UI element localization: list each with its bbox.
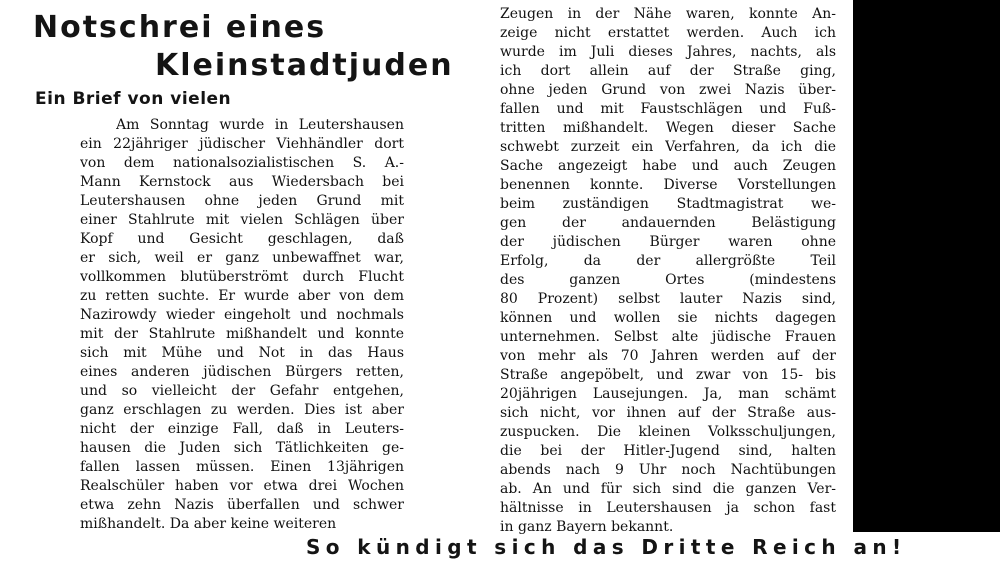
text-line: Kopf und Gesicht geschlagen, daß — [80, 231, 404, 247]
footer-slogan: So kündigt sich das Dritte Reich an! — [306, 535, 907, 559]
text-line: können und wollen sie nichts dagegen — [500, 310, 836, 326]
text-line: beim zuständigen Stadtmagistrat we- — [500, 196, 836, 212]
text-line: mit der Stahlrute mißhandelt und konnte — [80, 326, 404, 342]
text-line: etwa zehn Nazis überfallen und schwer — [80, 497, 404, 513]
text-line: gen der andauernden Belästigung — [500, 215, 836, 231]
text-line: ohne jeden Grund von zwei Nazis über- — [500, 82, 836, 98]
text-line: ganz erschlagen zu werden. Dies ist aber — [80, 402, 404, 418]
text-line: unternehmen. Selbst alte jüdische Frauen — [500, 329, 836, 345]
text-line: hausen die Juden sich Tätlichkeiten ge- — [80, 440, 404, 456]
text-line: Nazirowdy wieder eingeholt und nochmals — [80, 307, 404, 323]
text-line: eines anderen jüdischen Bürgers retten, — [80, 364, 404, 380]
text-line: 20jährigen Lausejungen. Ja, man schämt — [500, 386, 836, 402]
text-line: Mann Kernstock aus Wiedersbach bei — [80, 174, 404, 190]
right-text-column — [500, 5, 836, 537]
text-line: zuspucken. Die kleinen Volksschuljungen, — [500, 424, 836, 440]
text-line: fallen und mit Faustschlägen und Fuß- — [500, 101, 836, 117]
text-line: Zeugen in der Nähe waren, konnte An- — [500, 6, 836, 22]
text-line: Erfolg, da der allergrößte Teil — [500, 253, 836, 269]
text-line: ein 22jähriger jüdischer Viehhändler dort — [80, 136, 404, 152]
text-line: der jüdischen Bürger waren ohne — [500, 234, 836, 250]
text-line: zu retten suchte. Er wurde aber von dem — [80, 288, 404, 304]
text-line: ich dort allein auf der Straße ging, — [500, 63, 836, 79]
text-line: wurde im Juli dieses Jahres, nachts, als — [500, 44, 836, 60]
text-line: mißhandelt. Da aber keine weiteren — [80, 516, 337, 532]
text-line: fallen lassen müssen. Einen 13jährigen — [80, 459, 404, 475]
text-line: des ganzen Ortes (mindestens — [500, 272, 836, 288]
text-line: Am Sonntag wurde in Leutershausen — [116, 117, 404, 133]
text-line: er sich, weil er ganz unbewaffnet war, — [80, 250, 404, 266]
text-line: 80 Prozent) selbst lauter Nazis sind, — [500, 291, 836, 307]
headline-line-1: Notschrei eines — [33, 10, 327, 45]
text-line: Leutershausen ohne jeden Grund mit — [80, 193, 404, 209]
text-line: die bei der Hitler-Jugend sind, halten — [500, 443, 836, 459]
text-line: vollkommen blutüberströmt durch Flucht — [80, 269, 404, 285]
text-line: Sache angezeigt habe und auch Zeugen — [500, 158, 836, 174]
text-line: Realschüler haben vor etwa drei Wochen — [80, 478, 404, 494]
text-line: von mehr als 70 Jahren werden auf der — [500, 348, 836, 364]
text-line: sich mit Mühe und Not in das Haus — [80, 345, 404, 361]
text-line: einer Stahlrute mit vielen Schlägen über — [80, 212, 404, 228]
black-border-block — [853, 0, 1000, 532]
text-line: Straße angepöbelt, und zwar von 15- bis — [500, 367, 836, 383]
text-line: schwebt zurzeit ein Verfahren, da ich die — [500, 139, 836, 155]
text-line: sich nicht, vor ihnen auf der Straße aus- — [500, 405, 836, 421]
left-text-column — [80, 116, 404, 534]
text-line: hältnisse in Leutershausen ja schon fast — [500, 500, 836, 516]
text-line: und so vielleicht der Gefahr entgehen, — [80, 383, 404, 399]
text-line: nicht der einzige Fall, daß in Leuters- — [80, 421, 404, 437]
text-line: von dem nationalsozialistischen S. A.- — [80, 155, 404, 171]
text-line: zeige nicht erstattet werden. Auch ich — [500, 25, 836, 41]
text-line: benennen konnte. Diverse Vorstellungen — [500, 177, 836, 193]
text-line: in ganz Bayern bekannt. — [500, 519, 674, 535]
text-line: tritten mißhandelt. Wegen dieser Sache — [500, 120, 836, 136]
text-line: abends nach 9 Uhr noch Nachtübungen — [500, 462, 836, 478]
text-line: ab. An und für sich sind die ganzen Ver- — [500, 481, 836, 497]
headline-line-2: Kleinstadtjuden — [155, 48, 454, 83]
subheadline: Ein Brief von vielen — [35, 89, 232, 109]
